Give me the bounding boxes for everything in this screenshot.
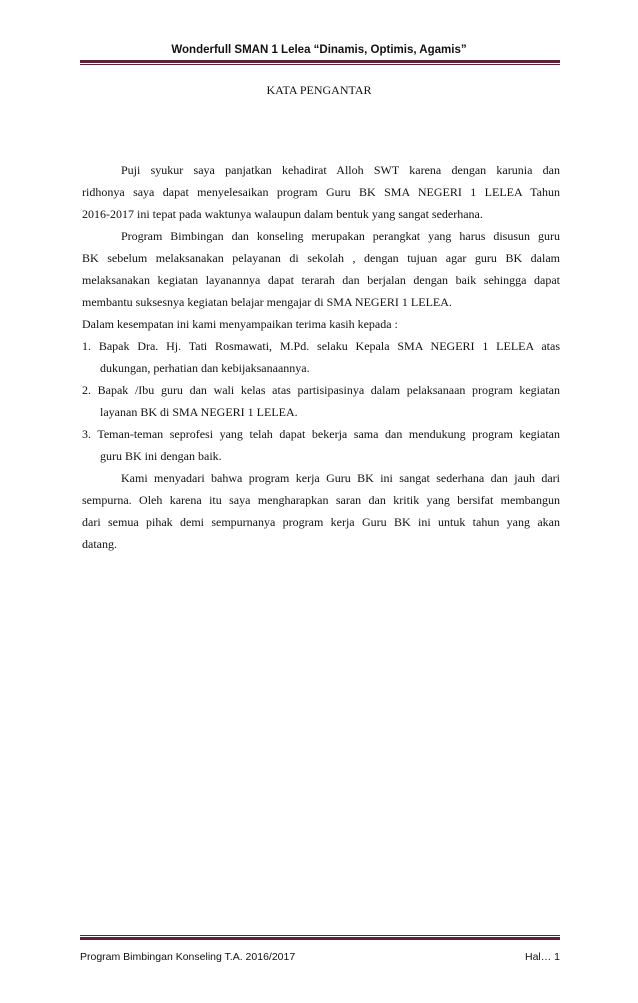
paragraph-line: Dalam kesempatan ini kami menyampaikan terima kasih kepada :: [82, 317, 398, 331]
paragraph-line: Kami menyadari bahwa program kerja Guru BK ini sangat sederhana dan jauh dari: [121, 471, 560, 485]
list-item: 3. Teman-teman seprofesi yang telah dapat bekerja sama dan mendukung program kegiatan: [82, 427, 560, 441]
footer-rule: [80, 937, 560, 940]
paragraph-line: 2016-2017 ini tepat pada waktunya walaupun dalam bentuk yang sangat sederhana.: [82, 207, 483, 221]
document-title: KATA PENGANTAR: [266, 83, 372, 97]
list-item-continuation: dukungan, perhatian dan kebijaksanaannya.: [100, 361, 310, 375]
paragraph-line: melaksanakan kegiatan layanannya dapat terarah dan berjalan dengan baik sehingga dapat: [82, 273, 560, 287]
paragraph-line: Puji syukur saya panjatkan kehadirat Alloh SWT karena dengan karunia dan: [121, 163, 560, 177]
paragraph-line: dari semua pihak demi sempurnanya program kerja Guru BK ini untuk tahun yang akan: [82, 515, 560, 529]
document-body: [82, 159, 560, 555]
paragraph-line: Program Bimbingan dan konseling merupakan perangkat yang harus disusun guru: [121, 229, 560, 243]
list-item-continuation: layanan BK di SMA NEGERI 1 LELEA.: [100, 405, 298, 419]
paragraph-line: datang.: [82, 537, 117, 551]
list-item: 1. Bapak Dra. Hj. Tati Rosmawati, M.Pd. selaku Kepala SMA NEGERI 1 LELEA atas: [82, 339, 560, 353]
page-number: Hal… 1: [524, 951, 560, 963]
paragraph-line: ridhonya saya dapat menyelesaikan program Guru BK SMA NEGERI 1 LELEA Tahun: [82, 185, 560, 199]
paragraph-line: membantu suksesnya kegiatan belajar mengajar di SMA NEGERI 1 LELEA.: [82, 295, 452, 309]
footer-program-label: Program Bimbingan Konseling T.A. 2016/2017: [80, 951, 296, 963]
footer-rule-thin: [80, 935, 560, 936]
paragraph-line: BK sebelum melaksanakan pelayanan di sekolah , dengan tujuan agar guru BK dalam: [82, 251, 560, 265]
list-item-continuation: guru BK ini dengan baik.: [100, 449, 222, 463]
header-title: Wonderfull SMAN 1 Lelea “Dinamis, Optimis, Agamis”: [171, 44, 467, 56]
header-rule-thin: [80, 64, 560, 65]
paragraph-line: sempurna. Oleh karena itu saya mengharapkan saran dan kritik yang bersifat membangun: [82, 493, 560, 507]
list-item: 2. Bapak /Ibu guru dan wali kelas atas partisipasinya dalam pelaksanaan program kegiatan: [82, 383, 560, 397]
header-rule: [80, 60, 560, 63]
